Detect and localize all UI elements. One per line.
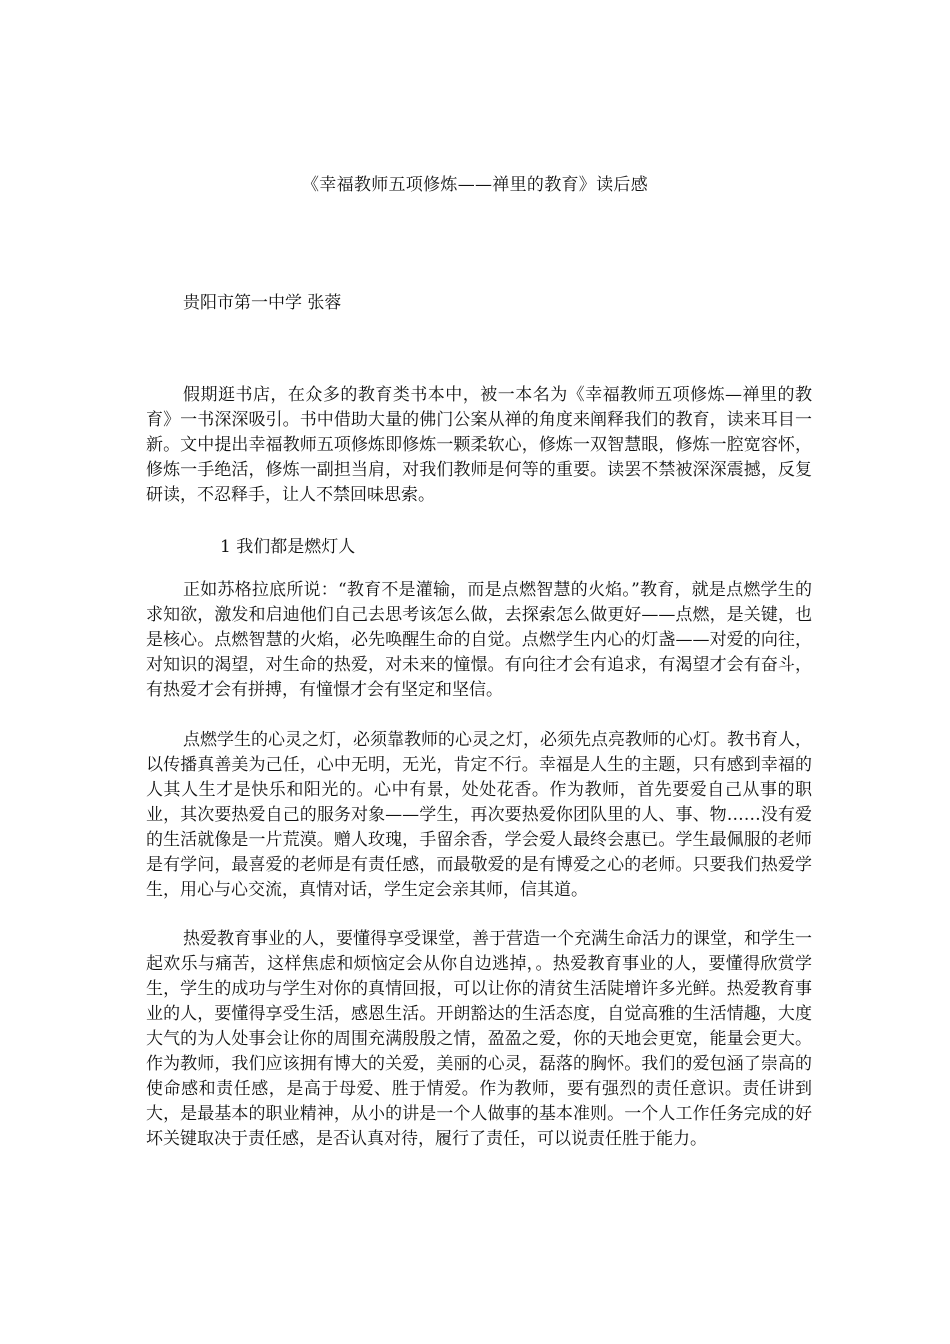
paragraph-socrates: 正如苏格拉底所说：“教育不是灌输，而是点燃智慧的火焰。”教育，就是点燃学生的求知欲，激发和启迪他们自己去思考该怎么做，去探索怎么做更好——点燃，是关键，也是核心。点燃智慧的火焰，必先唤醒生命的自觉。点燃学生内心的灯盏——对爱的向往，对知识的渴望，对生命的热爱，对未来的憧憬。有向往才会有追求，有渴望才会有奋斗，有热爱才会有拼搏，有憧憬才会有坚定和坚信。	[146, 580, 812, 700]
document-title: 《幸福教师五项修炼——禅里的教育》读后感	[302, 175, 648, 195]
paragraph-intro: 假期逛书店，在众多的教育类书本中，被一本名为《幸福教师五项修炼—禅里的教育》一书深深吸引。书中借助大量的佛门公案从禅的角度来阐释我们的教育，读来耳目一新。文中提出幸福教师五项修炼即修炼一颗柔软心，修炼一双智慧眼，修炼一腔宽容怀，修炼一手绝活，修炼一副担当肩，对我们教师是何等的重要。读罢不禁被深深震撼，反复研读，不忍释手，让人不禁回味思索。	[146, 385, 812, 505]
paragraph-teacher-lamp: 点燃学生的心灵之灯，必须靠教师的心灵之灯，必须先点亮教师的心灯。教书育人，以传播真善美为己任，心中无明，无光，肯定不行。幸福是人生的主题，只有感到幸福的人其人生才是快乐和阳光的。心中有景，处处花香。作为教师，首先要爱自己从事的职业，其次要热爱自己的服务对象——学生，再次要热爱你团队里的人、事、物……没有爱的生活就像是一片荒漠。赠人玫瑰，手留余香，学会爱人最终会惠已。学生最佩服的老师是有学问，最喜爱的老师是有责任感，而最敬爱的是有博爱之心的老师。只要我们热爱学生，用心与心交流，真情对话，学生定会亲其师，信其道。	[146, 730, 812, 900]
paragraph-love-education: 热爱教育事业的人，要懂得享受课堂，善于营造一个充满生命活力的课堂，和学生一起欢乐与痛苦，这样焦虑和烦恼定会从你自边逃掉，。热爱教育事业的人，要懂得欣赏学生，学生的成功与学生对你的真情回报，可以让你的清贫生活陡增许多光鲜。热爱教育事业的人，要懂得享受生活，感恩生活。开朗豁达的生活态度，自觉高雅的生活情趣，大度大气的为人处事会让你的周围充满殷殷之情，盈盈之爱，你的天地会更宽，能量会更大。作为教师，我们应该拥有博大的关爱，美丽的心灵，磊落的胸怀。我们的爱包涵了崇高的使命感和责任感，是高于母爱、胜于情爱。作为教师，要有强烈的责任意识。责任讲到大，是最基本的职业精神，从小的讲是一个人做事的基本准则。一个人工作任务完成的好坏关键取决于责任感，是否认真对待，履行了责任，可以说责任胜于能力。	[146, 929, 812, 1149]
section-heading: 1 我们都是燃灯人	[220, 537, 356, 557]
author-line: 贵阳市第一中学 张蓉	[183, 293, 342, 313]
